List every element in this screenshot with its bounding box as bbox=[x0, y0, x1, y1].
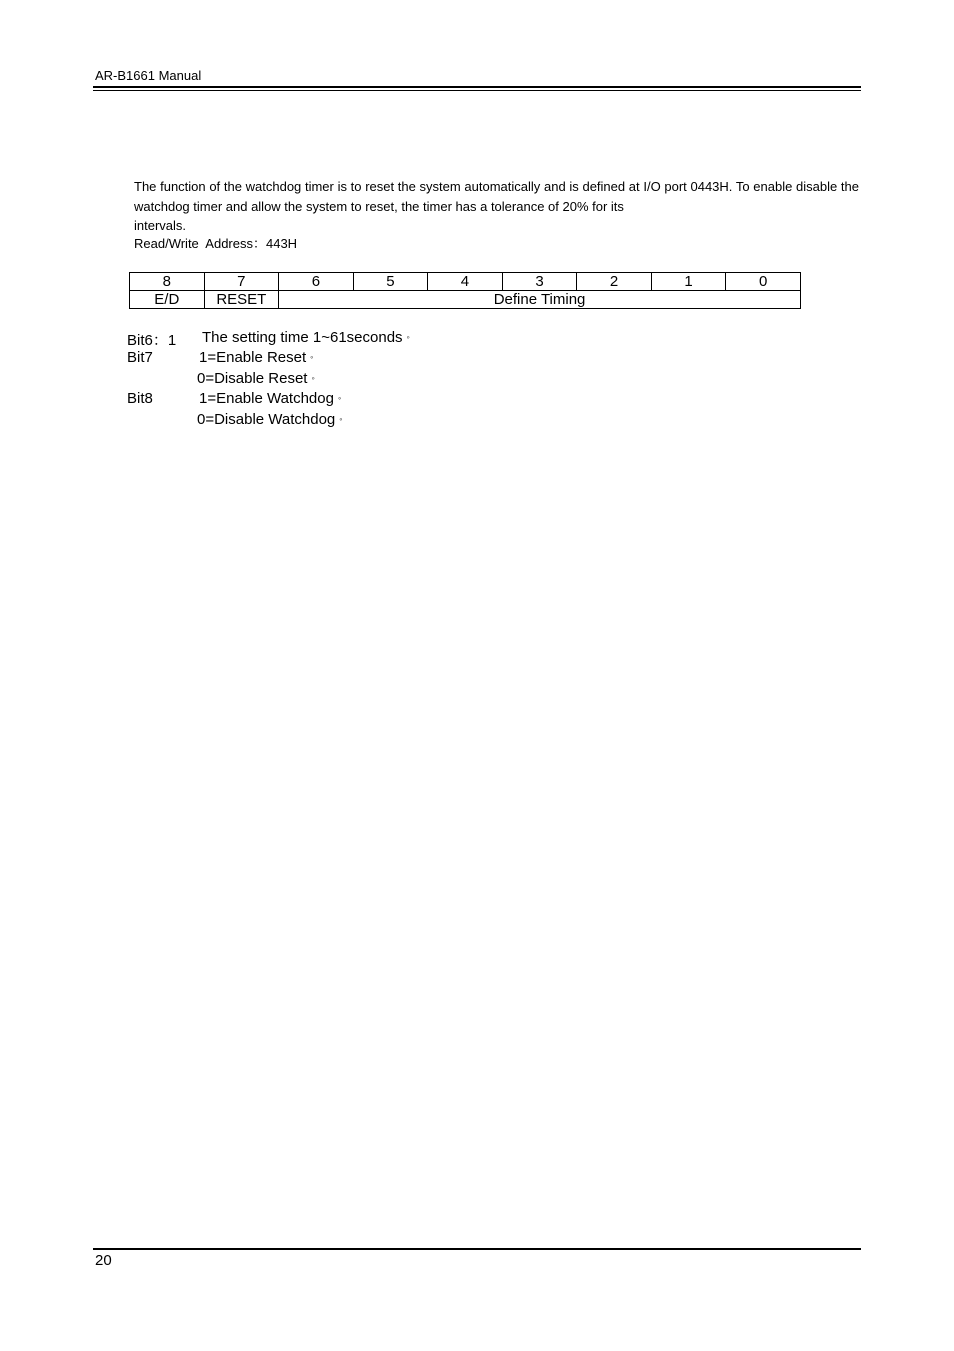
bit7-disable-text: 0=Disable Reset bbox=[197, 370, 308, 387]
footer-rule bbox=[93, 1248, 861, 1250]
bit7-enable bbox=[199, 349, 313, 366]
register-table bbox=[129, 272, 801, 309]
end-mark: ◦ bbox=[311, 373, 315, 383]
bit-number-cell: 3 bbox=[502, 273, 577, 291]
bit-number-cell: 4 bbox=[428, 273, 503, 291]
bit6-text: The setting time 1~61seconds bbox=[202, 329, 403, 346]
header-rule bbox=[93, 86, 861, 91]
register-address: Read/Write Address：443H bbox=[134, 236, 298, 251]
field-define-timing: Define Timing bbox=[279, 291, 801, 309]
bit6-description bbox=[202, 329, 410, 346]
field-ed: E/D bbox=[130, 291, 205, 309]
bit-number-cell: 0 bbox=[726, 273, 801, 291]
intro-text-end: intervals. bbox=[134, 218, 187, 233]
end-mark: ◦ bbox=[406, 332, 410, 342]
page-number: 20 bbox=[95, 1252, 112, 1269]
field-reset: RESET bbox=[204, 291, 279, 309]
bit7-disable bbox=[197, 370, 315, 387]
bit7-enable-text: 1=Enable Reset bbox=[199, 349, 307, 366]
end-mark: ◦ bbox=[339, 414, 343, 424]
end-mark: ◦ bbox=[337, 393, 342, 403]
bit-number-cell: 5 bbox=[353, 273, 428, 291]
bit8-enable bbox=[199, 390, 341, 407]
bit-number-cell: 1 bbox=[651, 273, 726, 291]
bit-number-cell: 7 bbox=[204, 273, 279, 291]
bit8-enable-text: 1=Enable Watchdog bbox=[199, 390, 334, 407]
bit-number-cell: 2 bbox=[577, 273, 652, 291]
bit6-label: Bit6：1 bbox=[127, 332, 177, 349]
bit8-label: Bit8 bbox=[127, 390, 153, 407]
bit-number-cell: 8 bbox=[130, 273, 205, 291]
bit8-disable-text: 0=Disable Watchdog bbox=[197, 411, 336, 428]
intro-text: The function of the watchdog timer is to reset the system automatically and is defined at I/O port 0443H. To enable disable the watchdog timer and allow the system to reset, the timer has a tolerance of 20% for its bbox=[134, 179, 859, 214]
bit8-disable bbox=[197, 411, 342, 428]
bit7-label: Bit7 bbox=[127, 349, 153, 366]
bit-number-row bbox=[130, 273, 801, 291]
bit-field-row bbox=[130, 291, 801, 309]
header-title: AR-B1661 Manual bbox=[95, 68, 202, 83]
bit-number-cell: 6 bbox=[279, 273, 354, 291]
intro-paragraph bbox=[134, 177, 859, 234]
end-mark: ◦ bbox=[310, 352, 314, 362]
